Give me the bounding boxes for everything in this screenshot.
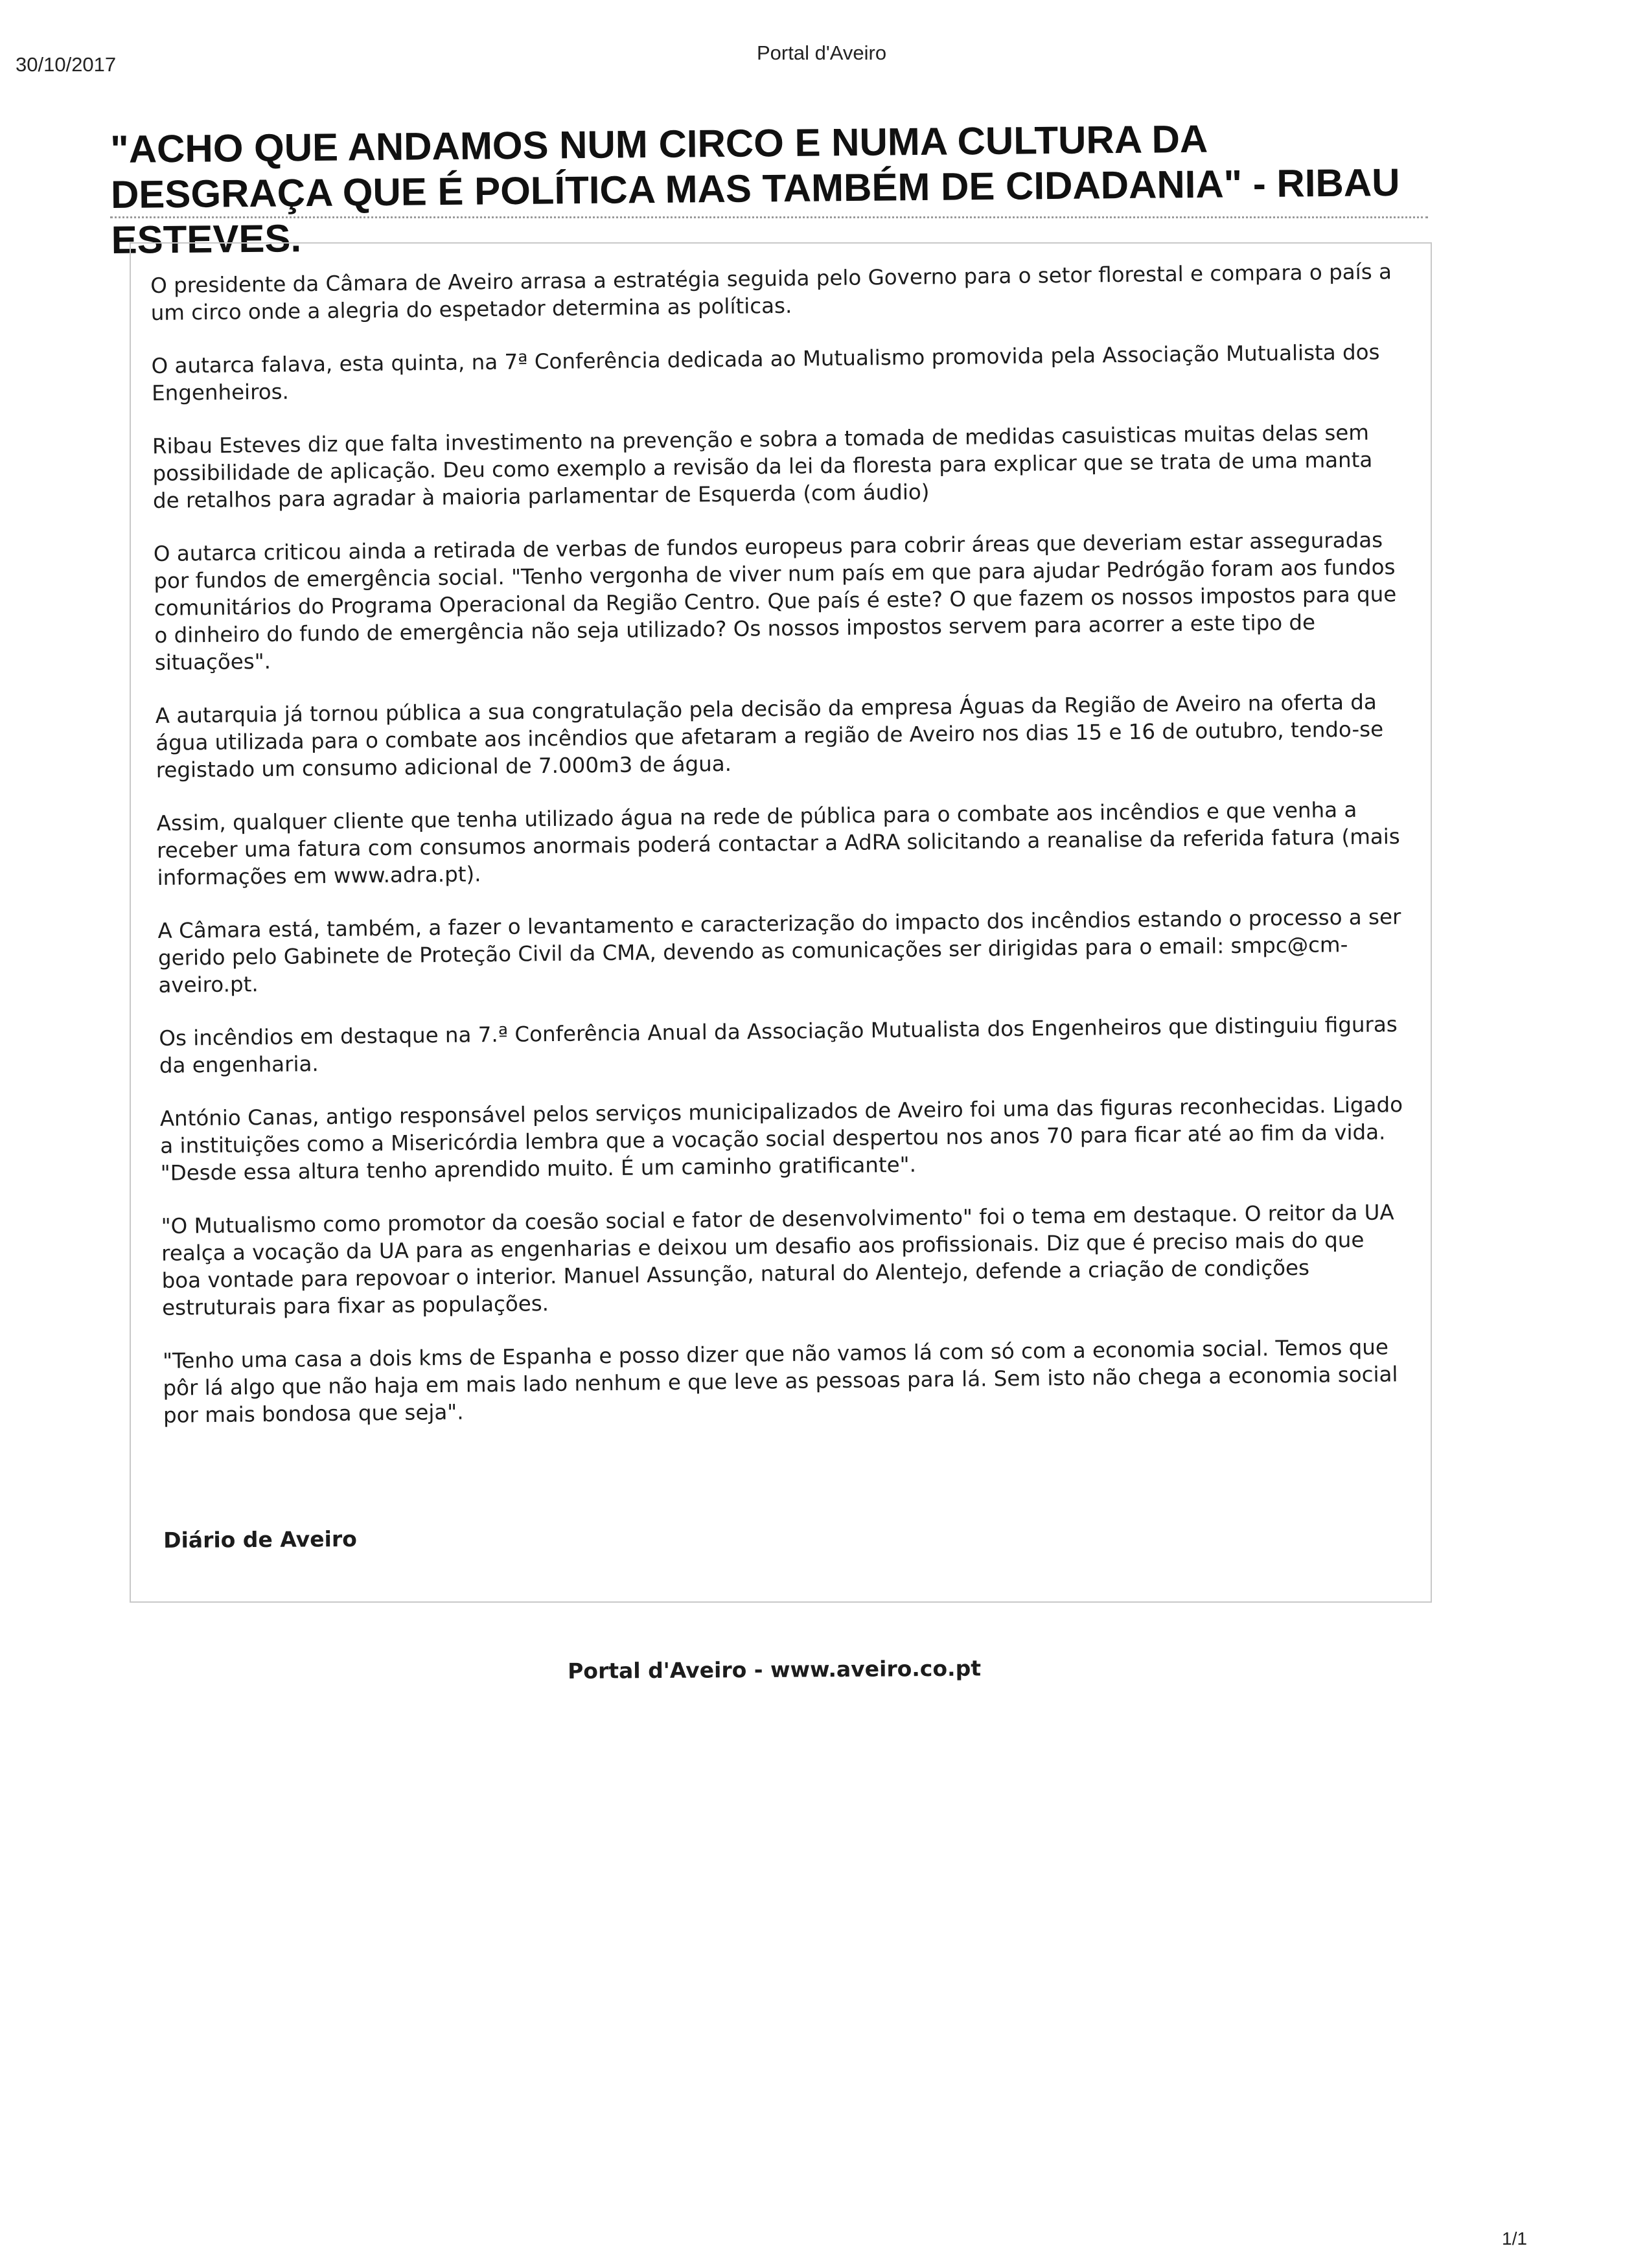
article-paragraph: O autarca criticou ainda a retirada de verbas de fundos europeus para cobrir áreas que deveriam estar asseguradas por fundos de emergência social. "Tenho vergonha de viver num país em que para ajudar Pedrógão foram aos fundos comunitários do Programa Operacional da Região Centro. Que país é este? O que fazem os nossos impostos para que o dinheiro do fundo de emergência não seja utilizado? Os nossos impostos servem para acorrer a este tipo de situações". <box>153 527 1397 675</box>
article-body <box>150 258 1408 1455</box>
print-page-title: Portal d'Aveiro <box>757 41 887 64</box>
article-paragraph: Ribau Esteves diz que falta investimento na prevenção e sobra a tomada de medidas casuisticas muitas delas sem possibilidade de aplicação. Deu como exemplo a revisão da lei da floresta para explicar que se trata de uma manta de retalhos para agradar à maioria parlamentar de Esquerda (com áudio) <box>152 420 1373 513</box>
article-paragraph: O presidente da Câmara de Aveiro arrasa a estratégia seguida pelo Governo para o setor florestal e compara o país a um circo onde a alegria do espetador determina as políticas. <box>150 259 1392 325</box>
article-paragraph: Os incêndios em destaque na 7.ª Conferência Anual da Associação Mutualista dos Engenheiros que distinguiu figuras da engenharia. <box>159 1012 1398 1078</box>
page-number: 1/1 <box>1502 2228 1527 2249</box>
article-paragraph: A Câmara está, também, a fazer o levantamento e caracterização do impacto dos incêndios estando o processo a ser gerido pelo Gabinete de Proteção Civil da CMA, devendo as comunicações ser dirigidas para o email: smpc@cm-aveiro.pt. <box>157 904 1401 998</box>
article-paragraph: "Tenho uma casa a dois kms de Espanha e posso dizer que não vamos lá com só com a economia social. Temos que pôr lá algo que não haja em mais lado nenhum e que leve as pessoas para lá. Sem isto não chega a economia social por mais bondosa que seja". <box>162 1334 1398 1428</box>
article-paragraph: António Canas, antigo responsável pelos serviços municipalizados de Aveiro foi uma das figuras reconhecidas. Ligado a instituições como a Misericórdia lembra que a vocação social despertou nos anos 70 para ficar até ao fim da vida. "Desde essa altura tenho aprendido muito. É um caminho gratificante". <box>159 1092 1403 1186</box>
article-paragraph: "O Mutualismo como promotor da coesão social e fator de desenvolvimento" foi o tema em destaque. O reitor da UA realça a vocação da UA para as engenharias e deixou um desafio aos profissionais. Diz que é preciso mais do que boa vontade para repovoar o interior. Manuel Assunção, natural do Alentejo, defende a criação de condições estruturais para fixar as populações. <box>161 1200 1394 1320</box>
headline-divider <box>110 216 1428 218</box>
article-paragraph: Assim, qualquer cliente que tenha utilizado água na rede de pública para o combate aos incêndios e que venha a receber uma fatura com consumos anormais poderá contactar a AdRA solicitando a reanalise da referida fatura (mais informações em www.adra.pt). <box>156 797 1400 890</box>
article-paragraph: A autarquia já tornou pública a sua congratulação pela decisão da empresa Águas da Região de Aveiro na oferta da água utilizada para o combate aos incêndios que afetaram a região de Aveiro nos dias 15 e 16 de outubro, tendo-se registado um consumo adicional de 7.000m3 de água. <box>155 689 1384 783</box>
page-footer: Portal d'Aveiro - www.aveiro.co.pt <box>568 1655 982 1684</box>
article-source: Diário de Aveiro <box>163 1526 357 1553</box>
print-date: 30/10/2017 <box>16 53 117 76</box>
article-paragraph: O autarca falava, esta quinta, na 7ª Conferência dedicada ao Mutualismo promovida pela Associação Mutualista dos Engenheiros. <box>151 339 1380 406</box>
article-headline: "ACHO QUE ANDAMOS NUM CIRCO E NUMA CULTURA DA DESGRAÇA QUE É POLÍTICA MAS TAMBÉM DE CIDADANIA" - RIBAU ESTEVES. <box>110 117 1400 262</box>
